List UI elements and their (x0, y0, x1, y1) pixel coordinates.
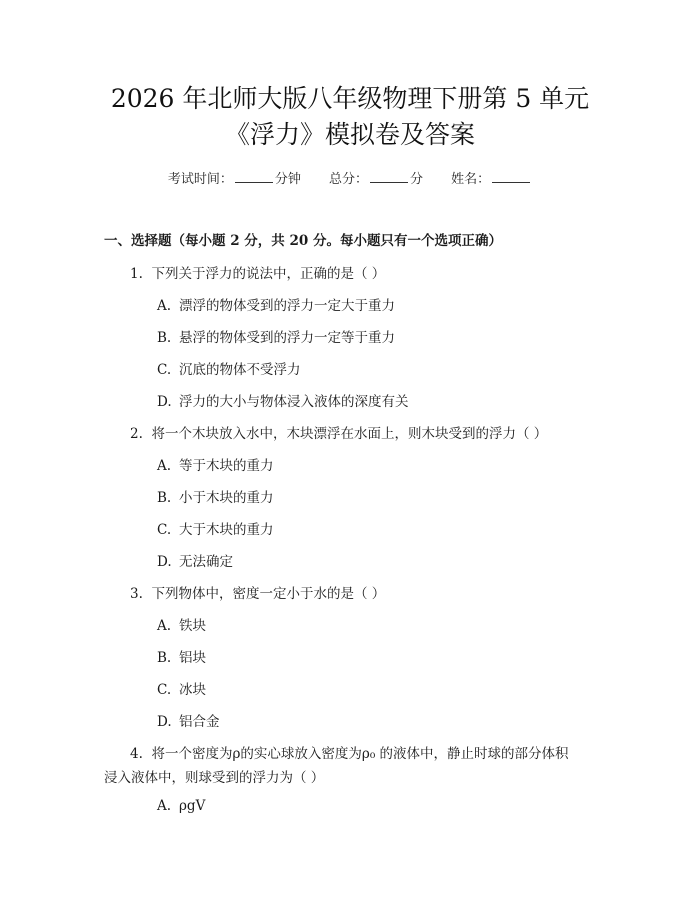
question-1 (130, 262, 385, 282)
question-1-option-a (157, 294, 395, 314)
question-3-option-a (157, 614, 206, 634)
option-letter: D. (157, 554, 172, 570)
student-name-blank (492, 170, 530, 183)
option-text: 铝块 (179, 650, 206, 666)
exam-title-line2: 《浮力》模拟卷及答案 (224, 120, 475, 149)
option-letter: B. (157, 490, 172, 506)
option-letter: B. (157, 330, 172, 346)
option-letter: C. (157, 522, 172, 538)
option-text: 沉底的物体不受浮力 (179, 362, 301, 378)
option-text: 漂浮的物体受到的浮力一定大于重力 (179, 298, 395, 314)
question-3-option-c (157, 678, 206, 698)
section-heading: 一、选择题（每小题 2 分，共 20 分。每小题只有一个选项正确） (104, 233, 502, 249)
question-4-stem-continued: 浸入液体中，则球受到的浮力为（ ） (104, 770, 325, 786)
question-1-option-d (157, 390, 409, 410)
question-stem: 将一个木块放入水中，木块漂浮在水面上，则木块受到的浮力（ ） (151, 426, 548, 442)
question-2-option-d (157, 550, 233, 570)
question-3-option-b (157, 646, 206, 666)
question-number: 4. (130, 746, 143, 762)
question-1-option-c (157, 358, 301, 378)
total-score-unit: 分 (410, 172, 424, 187)
option-text: 等于木块的重力 (179, 458, 274, 474)
question-3 (130, 582, 385, 602)
option-letter: A. (157, 618, 172, 634)
option-text: 悬浮的物体受到的浮力一定等于重力 (179, 330, 395, 346)
student-name-label: 姓名： (451, 172, 491, 187)
total-score-blank (370, 170, 408, 183)
option-letter: C. (157, 682, 172, 698)
question-number: 3. (130, 586, 143, 602)
question-stem: 下列关于浮力的说法中，正确的是（ ） (151, 266, 386, 282)
exam-time-blank (235, 170, 273, 183)
option-text: 冰块 (179, 682, 206, 698)
option-letter: B. (157, 650, 172, 666)
question-stem: 将一个密度为ρ的实心球放入密度为ρ₀ 的液体中，静止时球的部分体积 (151, 746, 569, 762)
question-2-option-a (157, 454, 274, 474)
option-letter: D. (157, 714, 172, 730)
option-text: ρgV (179, 798, 206, 814)
option-text: 无法确定 (179, 554, 233, 570)
question-2-option-b (157, 486, 274, 506)
question-4-option-a (157, 798, 205, 814)
question-1-option-b (157, 326, 395, 346)
exam-title-line1: 2026 年北师大版八年级物理下册第 5 单元 (110, 84, 590, 113)
exam-time-unit: 分钟 (274, 172, 301, 187)
exam-info-row (0, 168, 700, 187)
total-score-label: 总分： (328, 172, 368, 187)
option-letter: C. (157, 362, 172, 378)
question-4 (130, 742, 569, 762)
option-letter: A. (157, 458, 172, 474)
question-number: 2. (130, 426, 143, 442)
option-text: 铝合金 (179, 714, 220, 730)
exam-time-field (168, 168, 301, 187)
total-score-field (329, 168, 423, 187)
question-3-option-d (157, 710, 220, 730)
option-text: 浮力的大小与物体浸入液体的深度有关 (179, 394, 409, 410)
option-letter: A. (157, 298, 172, 314)
question-2-option-c (157, 518, 274, 538)
option-text: 铁块 (179, 618, 206, 634)
question-stem: 下列物体中，密度一定小于水的是（ ） (151, 586, 386, 602)
option-text: 大于木块的重力 (179, 522, 274, 538)
question-2 (130, 422, 547, 442)
exam-time-label: 考试时间： (167, 172, 233, 187)
option-letter: A. (157, 798, 172, 814)
student-name-field (451, 168, 532, 187)
question-number: 1. (130, 266, 143, 282)
option-text: 小于木块的重力 (179, 490, 274, 506)
option-letter: D. (157, 394, 172, 410)
